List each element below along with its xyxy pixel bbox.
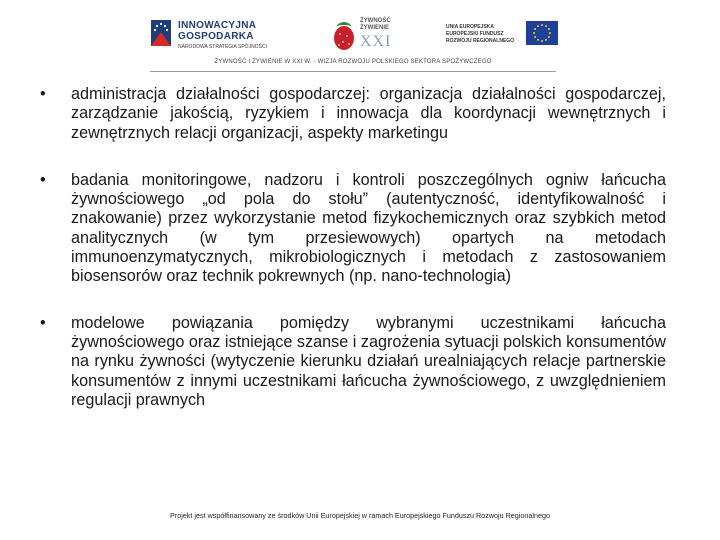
bullet-marker: •: [40, 313, 46, 332]
zz-logo-line3: XXI: [360, 33, 392, 50]
zywnosc-zywienie-logo: [330, 14, 390, 56]
eu-erdf-logo: [446, 20, 558, 50]
footer-funding-note: Projekt jest współfinansowany ze środków Unii Europejskiej w ramach Europejskiego Funduszu Rozwoju Regionalnego: [170, 511, 550, 520]
bullet-text: administracja działalności gospodarczej: organizacja działalności gospodarczej, zarządzanie jakością, ryzykiem i innowacja dla koordynacji wewnętrznych i zewnętrznych relacji organizacji, aspekty marketingu: [71, 85, 666, 142]
zz-logo-line1: ŻYWNOŚĆ: [360, 18, 391, 24]
ig-flag-icon: [148, 16, 174, 48]
innowacyjna-gospodarka-logo: [148, 14, 268, 54]
header-divider: [150, 71, 556, 72]
header: [0, 0, 720, 78]
zz-logo-line2: ŻYWIENIE: [360, 25, 390, 31]
ig-logo-line3: NARODOWA STRATEGIA SPÓJNOŚCI: [178, 44, 267, 50]
header-tagline: ŻYWNOŚĆ I ŻYWIENIE W XXI W. - WIZJA ROZWOJU POLSKIEGO SEKTORA SPOŻYWCZEGO: [214, 59, 492, 65]
bullet-text: badania monitoringowe, nadzoru i kontroli poszczególnych ogniw łańcucha żywnościowego „od pola do stołu” (autentyczność, identyfikowalność i znakowanie) przez wykorzystanie metod fizykochemicznych oraz szybkich metod analitycznych (w tym przesiewowych) opartych na metodach immunoenzymatycznych, mikrobiologicznych i metodach z zastosowaniem biosensorów oraz technik pokrewnych (np. nano-technologia): [71, 170, 666, 286]
bullet-item: [40, 85, 666, 143]
bullet-item: [40, 314, 666, 410]
eu-logo-line3: ROZWOJU REGIONALNEGO: [446, 38, 515, 44]
eu-logo-line1: UNIA EUROPEJSKA: [446, 24, 494, 30]
bullet-list: [40, 85, 666, 410]
eu-logo-line2: EUROPEJSKI FUNDUSZ: [446, 31, 504, 37]
ig-logo-line2: GOSPODARKA: [178, 31, 254, 42]
bullet-item: [40, 171, 666, 287]
bullet-text: modelowe powiązania pomiędzy wybranymi uczestnikami łańcucha żywnościowego oraz istniejące szanse i zagrożenia sytuacji polskich konsumentów na rynku żywności (wytyczenie kierunku działań urealniających relacje partnerskie konsumentów z innymi uczestnikami łańcucha żywnościowego, z uwzględnieniem regulacji prawnych: [71, 313, 666, 409]
ig-logo-line1: INNOWACYJNA: [178, 20, 257, 31]
strawberry-icon: [330, 14, 358, 54]
bullet-marker: •: [40, 170, 46, 189]
eu-flag-icon: [526, 21, 558, 45]
bullet-marker: •: [40, 85, 46, 103]
